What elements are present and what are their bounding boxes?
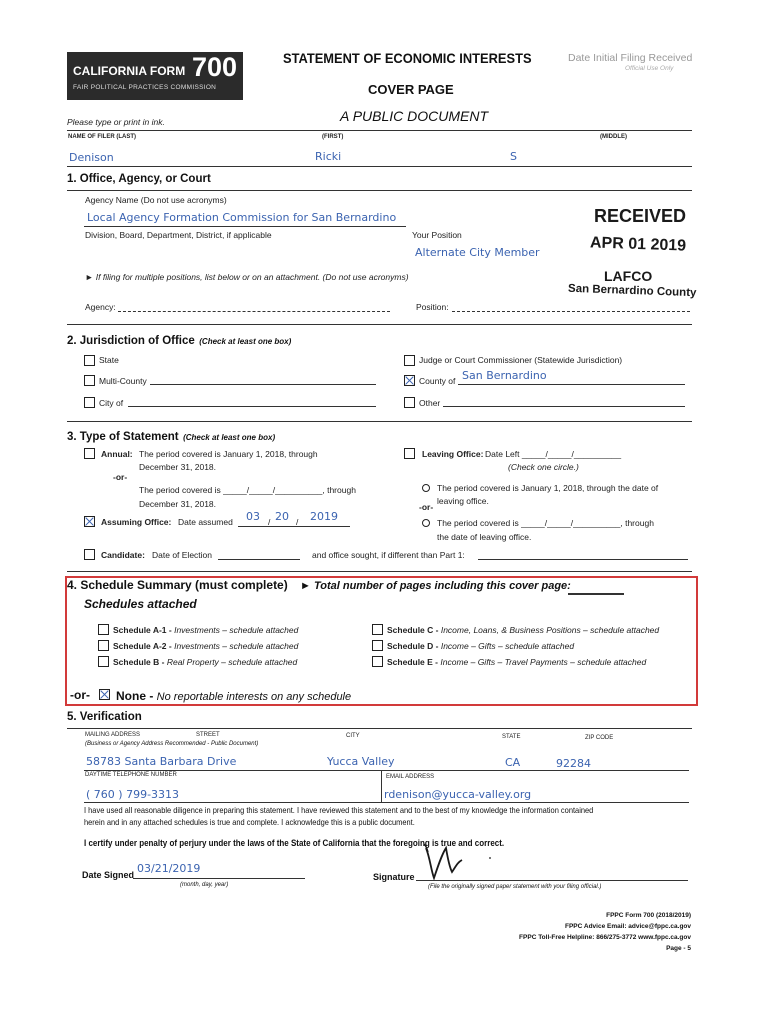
city-value[interactable]: Yucca Valley: [327, 755, 395, 768]
schedule-d-desc: Income – Gifts – schedule attached: [440, 641, 575, 651]
phone-value[interactable]: ( 760 ) 799-3313: [86, 788, 180, 801]
division-label: Division, Board, Department, District, if applicable: [85, 230, 272, 240]
section3-heading-row: [67, 427, 275, 445]
email-label: EMAIL ADDRESS: [386, 774, 435, 780]
assuming-office-text: Date assumed: [178, 517, 233, 527]
form-badge-subtitle: FAIR POLITICAL PRACTICES COMMISSION: [73, 84, 217, 91]
date-signed-label: Date Signed: [82, 870, 135, 880]
leaving-office-checkbox[interactable]: [404, 448, 415, 459]
candidate-text2: and office sought, if different than Part 1:: [312, 550, 465, 560]
date-hint: (month, day, year): [180, 882, 229, 888]
footer-form: FPPC Form 700 (2018/2019): [606, 912, 691, 919]
signature-label: Signature: [373, 872, 415, 882]
position-label: Your Position: [412, 230, 462, 240]
state-col-label: STATE: [502, 734, 521, 740]
agency-name[interactable]: Local Agency Formation Commission for San Bernardino: [87, 211, 397, 224]
schedule-a1-desc: Investments – schedule attached: [174, 625, 299, 635]
annual-text1: The period covered is January 1, 2018, through: [139, 449, 318, 459]
stamp-date: APR 01 2019: [589, 234, 687, 255]
city-col-label: CITY: [346, 733, 360, 739]
annual-text4: December 31, 2018.: [139, 499, 217, 509]
label-middle: (MIDDLE): [600, 134, 627, 140]
filer-last-name[interactable]: Denison: [69, 151, 114, 164]
schedule-b: [113, 657, 297, 667]
section4-heading: 4. Schedule Summary (must complete): [67, 578, 288, 592]
judge-checkbox[interactable]: [404, 355, 415, 366]
leaving-option2b: the date of leaving office.: [437, 532, 532, 542]
form-badge-title: CALIFORNIA FORM: [73, 64, 186, 78]
annual-checkbox[interactable]: [84, 448, 95, 459]
candidate-label: Candidate:: [101, 550, 145, 560]
state-value[interactable]: CA: [505, 756, 521, 769]
candidate-text: Date of Election: [152, 550, 213, 560]
footer-helpline: FPPC Toll-Free Helpline: 866/275-3772 www.fppc.ca.gov: [519, 934, 691, 941]
county-checkbox[interactable]: [404, 375, 415, 386]
judge-label: Judge or Court Commissioner (Statewide Jurisdiction): [419, 355, 623, 365]
label-first: (FIRST): [322, 134, 344, 140]
leaving-option2-radio[interactable]: [422, 519, 430, 527]
label-last: NAME OF FILER (LAST): [68, 134, 136, 140]
other-checkbox[interactable]: [404, 397, 415, 408]
date-slash-1: /: [268, 517, 271, 527]
schedule-d-label: Schedule D -: [387, 641, 441, 651]
footer-email: FPPC Advice Email: advice@fppc.ca.gov: [564, 923, 691, 930]
street-label: STREET: [196, 732, 220, 738]
city-checkbox[interactable]: [84, 397, 95, 408]
schedule-b-desc: Real Property – schedule attached: [166, 657, 298, 667]
section2-heading: 2. Jurisdiction of Office: [67, 335, 195, 347]
assumed-day[interactable]: 20: [275, 510, 289, 523]
schedule-a1-checkbox[interactable]: [98, 624, 109, 635]
form-subtitle: COVER PAGE: [368, 82, 454, 97]
form-badge: [67, 52, 243, 100]
assumed-month[interactable]: 03: [246, 510, 260, 523]
schedule-c: [387, 625, 659, 635]
date-signed-value[interactable]: 03/21/2019: [137, 862, 201, 875]
leaving-option1-radio[interactable]: [422, 484, 430, 492]
schedule-b-checkbox[interactable]: [98, 656, 109, 667]
schedule-a2-checkbox[interactable]: [98, 640, 109, 651]
mailing-label: MAILING ADDRESS: [85, 732, 141, 738]
agency2-label: Agency:: [85, 302, 116, 312]
assuming-office-checkbox[interactable]: [84, 516, 95, 527]
section2-hint: (Check at least one box): [199, 337, 292, 346]
schedule-c-label: Schedule C -: [387, 625, 441, 635]
filer-middle-name[interactable]: S: [510, 150, 517, 163]
agency-label: [85, 195, 227, 205]
filer-first-name[interactable]: Ricki: [315, 150, 342, 163]
assumed-year[interactable]: 2019: [310, 510, 338, 523]
schedule-a1-label: Schedule A-1 -: [113, 625, 175, 635]
schedule-e: [387, 657, 646, 667]
none-desc: No reportable interests on any schedule: [156, 691, 352, 703]
position2-label: Position:: [416, 302, 449, 312]
state-label: State: [99, 355, 119, 365]
diligence-line1: I have used all reasonable diligence in preparing this statement. I have reviewed this statement and to the best of my knowledge the information contained: [84, 805, 594, 815]
schedule-e-label: Schedule E -: [387, 657, 441, 667]
none-or: -or-: [70, 688, 90, 702]
footer-page: Page - 5: [666, 945, 691, 952]
schedule-c-desc: Income, Loans, & Business Positions – schedule attached: [440, 625, 660, 635]
multi-county-checkbox[interactable]: [84, 375, 95, 386]
form-title: STATEMENT OF ECONOMIC INTERESTS: [283, 50, 532, 66]
schedule-c-checkbox[interactable]: [372, 624, 383, 635]
signature-hint: (File the originally signed paper statement with your filing official.): [428, 884, 602, 890]
phone-label: DAYTIME TELEPHONE NUMBER: [85, 772, 177, 778]
schedule-a2-label: Schedule A-2 -: [113, 641, 175, 651]
date-slash-2: /: [296, 517, 299, 527]
zip-col-label: ZIP CODE: [585, 735, 614, 741]
schedule-b-label: Schedule B -: [113, 657, 167, 667]
city-label: City of: [99, 398, 124, 408]
position-value[interactable]: Alternate City Member: [415, 246, 540, 259]
schedule-a2-desc: Investments – schedule attached: [174, 641, 299, 651]
state-checkbox[interactable]: [84, 355, 95, 366]
email-value[interactable]: rdenison@yucca-valley.org: [384, 788, 532, 801]
schedules-attached: Schedules attached: [84, 597, 197, 611]
signature-mark: [412, 836, 502, 882]
zip-value[interactable]: 92284: [556, 757, 591, 770]
total-pages-label: ► Total number of pages including this cover page:: [300, 580, 571, 592]
schedule-a2: [113, 641, 298, 651]
leaving-option2a: The period covered is _____/_____/__________, through: [437, 518, 654, 528]
none-label: None -: [116, 689, 157, 703]
other-label: Other: [419, 398, 441, 408]
schedule-e-checkbox[interactable]: [372, 656, 383, 667]
or-1: -or-: [113, 472, 128, 482]
annual-label: Annual:: [101, 449, 133, 459]
business-hint: (Business or Agency Address Recommended - Public Document): [85, 741, 259, 747]
assuming-office-label: Assuming Office:: [101, 517, 172, 527]
filing-stamp-title: Date Initial Filing Received: [568, 52, 693, 64]
section1-heading: 1. Office, Agency, or Court: [67, 173, 211, 185]
schedule-d-checkbox[interactable]: [372, 640, 383, 651]
filing-stamp-sub: Official Use Only: [625, 65, 674, 72]
section3-heading: 3. Type of Statement: [67, 431, 179, 443]
stamp-received: RECEIVED: [594, 206, 687, 226]
circle-hint: (Check one circle.): [508, 462, 579, 472]
stamp-org: LAFCO: [604, 268, 653, 284]
leaving-option1b: leaving office.: [437, 496, 489, 506]
certify-text: I certify under penalty of perjury under the laws of the State of California that the foregoing is true and correct.: [84, 838, 505, 848]
street-value[interactable]: 58783 Santa Barbara Drive: [86, 755, 237, 768]
section2-heading-row: [67, 331, 291, 349]
schedule-d: [387, 641, 574, 651]
schedule-e-desc: Income – Gifts – Travel Payments – schedule attached: [440, 657, 647, 667]
leaving-option1a: The period covered is January 1, 2018, through the date of: [437, 483, 659, 493]
or-2: -or-: [419, 502, 434, 512]
agency-label-text: Agency Name (Do not use acronyms): [85, 195, 227, 205]
public-document: A PUBLIC DOCUMENT: [340, 108, 489, 124]
section3-hint: (Check at least one box): [183, 433, 276, 442]
leaving-office-text: Date Left _____/_____/__________: [485, 449, 622, 459]
county-label: County of: [419, 376, 456, 386]
stamp-county: San Bernardino County: [567, 282, 697, 300]
form-badge-number: 700: [192, 52, 238, 82]
county-value[interactable]: San Bernardino: [462, 369, 547, 382]
schedule-a1: [113, 625, 298, 635]
candidate-checkbox[interactable]: [84, 549, 95, 560]
leaving-office-label: Leaving Office:: [422, 449, 484, 459]
section5-heading: 5. Verification: [67, 711, 142, 723]
none-row: [116, 687, 351, 705]
multi-county-label: Multi-County: [99, 376, 147, 386]
multiple-positions-label: ► If filing for multiple positions, list below or on an attachment. (Do not use acronyms): [85, 272, 409, 282]
annual-text3: The period covered is _____/_____/__________, through: [139, 485, 356, 495]
annual-text2: December 31, 2018.: [139, 462, 217, 472]
none-checkbox[interactable]: [99, 689, 110, 700]
diligence-line2: herein and in any attached schedules is true and complete. I acknowledge this is a public document.: [84, 817, 415, 827]
type-hint: Please type or print in ink.: [67, 117, 165, 127]
